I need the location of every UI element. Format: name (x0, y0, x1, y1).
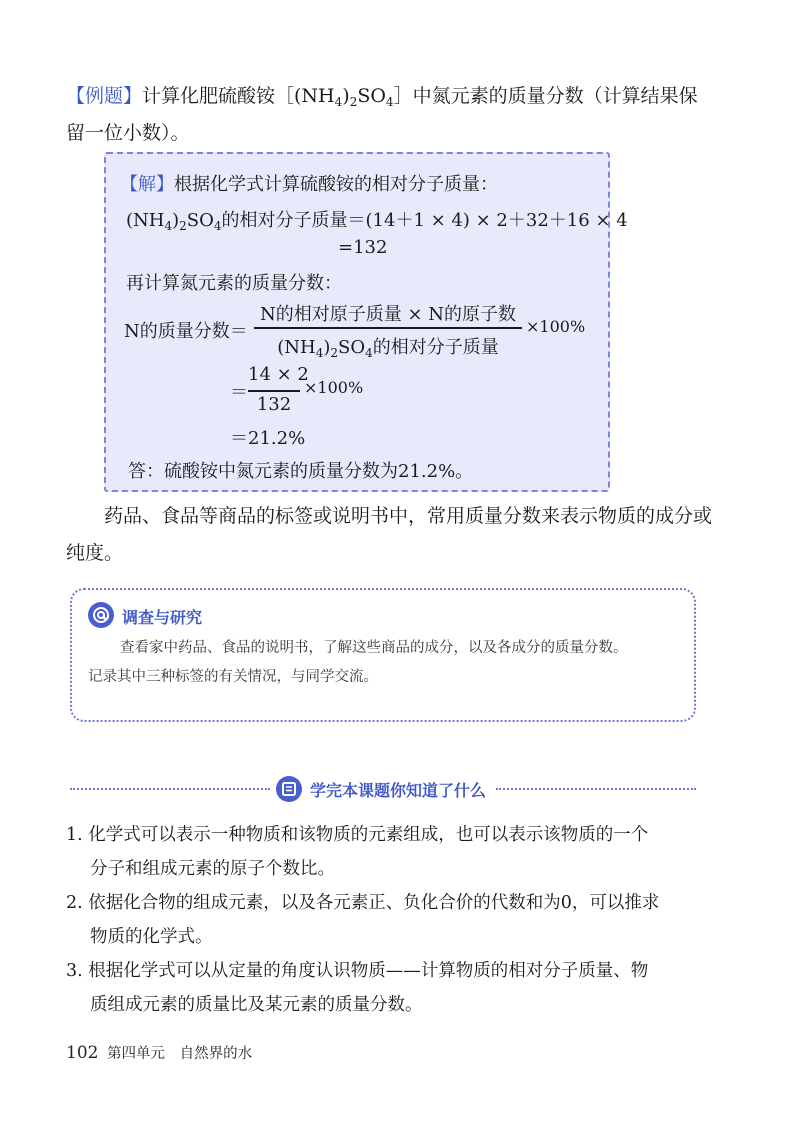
example-line2: 留一位小数）。 (66, 122, 190, 144)
list-text: 化学式可以表示一种物质和该物质的元素组成，也可以表示该物质的一个 (88, 825, 649, 845)
formula-part: ) (172, 210, 180, 231)
divider-right (496, 788, 696, 790)
paragraph-line1: 药品、食品等商品的标签或说明书中，常用质量分数来表示物质的成分或 (104, 505, 713, 527)
summary-title: 学完本课题你知道了什么 (310, 783, 487, 800)
list-text: 物质的化学式。 (90, 927, 213, 947)
molar-mass-expression: 的相对分子质量＝(14＋1 × 4) × 2＋32＋16 × 4 (221, 210, 628, 231)
subscript: 2 (330, 346, 339, 360)
subscript: 4 (213, 219, 222, 233)
investigation-title: 调查与研究 (122, 610, 203, 627)
solution-intro-text: 根据化学式计算硫酸铵的相对分子质量： (174, 174, 498, 195)
list-item (66, 886, 706, 954)
summary-list (66, 818, 706, 1022)
subscript: 4 (365, 346, 373, 360)
equals-sign: ＝ (230, 382, 248, 403)
example-text: ］中氮元素的质量分数（计算结果保 (393, 85, 698, 107)
divider-left (70, 788, 270, 790)
molar-mass-result: =132 (338, 237, 388, 258)
formula-part: ) (323, 337, 331, 358)
formula-part: (NH (126, 210, 165, 231)
subscript: 4 (315, 346, 324, 360)
formula-part: SO (186, 210, 214, 231)
paragraph-line2: 纯度。 (66, 542, 124, 564)
list-text: 依据化合物的组成元素，以及各元素正、负化合价的代数和为0，可以推求 (88, 893, 660, 913)
answer: 答：硫酸铵中氮元素的质量分数为21.2%。 (128, 461, 474, 482)
fraction-denominator (254, 333, 522, 359)
then-text: 再计算氮元素的质量分数： (126, 273, 342, 294)
page-number: 102 (66, 1043, 99, 1063)
formula-part: (NH (277, 337, 316, 358)
fraction-bar (254, 327, 522, 329)
list-number: 3. (66, 961, 83, 981)
investigation-text (88, 634, 688, 692)
investigation-line1: 查看家中药品、食品的说明书，了解这些商品的成分，以及各成分的质量分数。 (120, 640, 628, 656)
fraction-denominator: 132 (256, 394, 292, 415)
subscript: 4 (385, 95, 394, 109)
example-text: 计算化肥硫酸铵［(NH (142, 85, 335, 107)
subscript: 2 (179, 219, 187, 233)
fraction-numerator: N的相对原子质量 × N的原子数 (259, 304, 517, 325)
formula-part: SO (338, 337, 366, 358)
solution-box (104, 152, 628, 492)
subscript: 4 (164, 219, 173, 233)
n-fraction-label: N的质量分数＝ (124, 321, 248, 342)
example-tag: 【例题】 (66, 85, 143, 107)
result: ＝21.2% (230, 428, 306, 449)
fraction-numerator: 14 × 2 (248, 364, 309, 385)
at-icon (88, 602, 114, 628)
molar-mass-line (126, 206, 628, 232)
investigation-box (70, 588, 696, 722)
list-text: 分子和组成元素的原子个数比。 (90, 859, 335, 879)
solution-intro (120, 170, 498, 196)
list-text: 质组成元素的质量比及某元素的质量分数。 (90, 995, 423, 1015)
list-item (66, 818, 706, 886)
solution-tag: 【解】 (120, 174, 174, 195)
fraction-bar (248, 390, 300, 392)
times-100-percent: ×100% (526, 317, 586, 336)
page-footer (66, 1042, 252, 1063)
notebook-icon (276, 776, 302, 802)
list-number: 2. (66, 893, 83, 913)
list-number: 1. (66, 825, 83, 845)
formula-part: 的相对分子质量 (372, 337, 499, 358)
example-text: ) (342, 85, 350, 107)
list-text: 根据化学式可以从定量的角度认识物质——计算物质的相对分子质量、物 (88, 961, 649, 981)
times-100-percent: ×100% (304, 378, 364, 397)
unit-title: 自然界的水 (179, 1046, 253, 1062)
body-paragraph (66, 498, 713, 572)
example-text: SO (357, 85, 386, 107)
unit-label: 第四单元 (107, 1046, 166, 1062)
subscript: 2 (349, 95, 358, 109)
list-item (66, 954, 706, 1022)
subscript: 4 (334, 95, 343, 109)
investigation-line2: 记录其中三种标签的有关情况，与同学交流。 (88, 669, 378, 685)
example-problem (66, 78, 706, 152)
